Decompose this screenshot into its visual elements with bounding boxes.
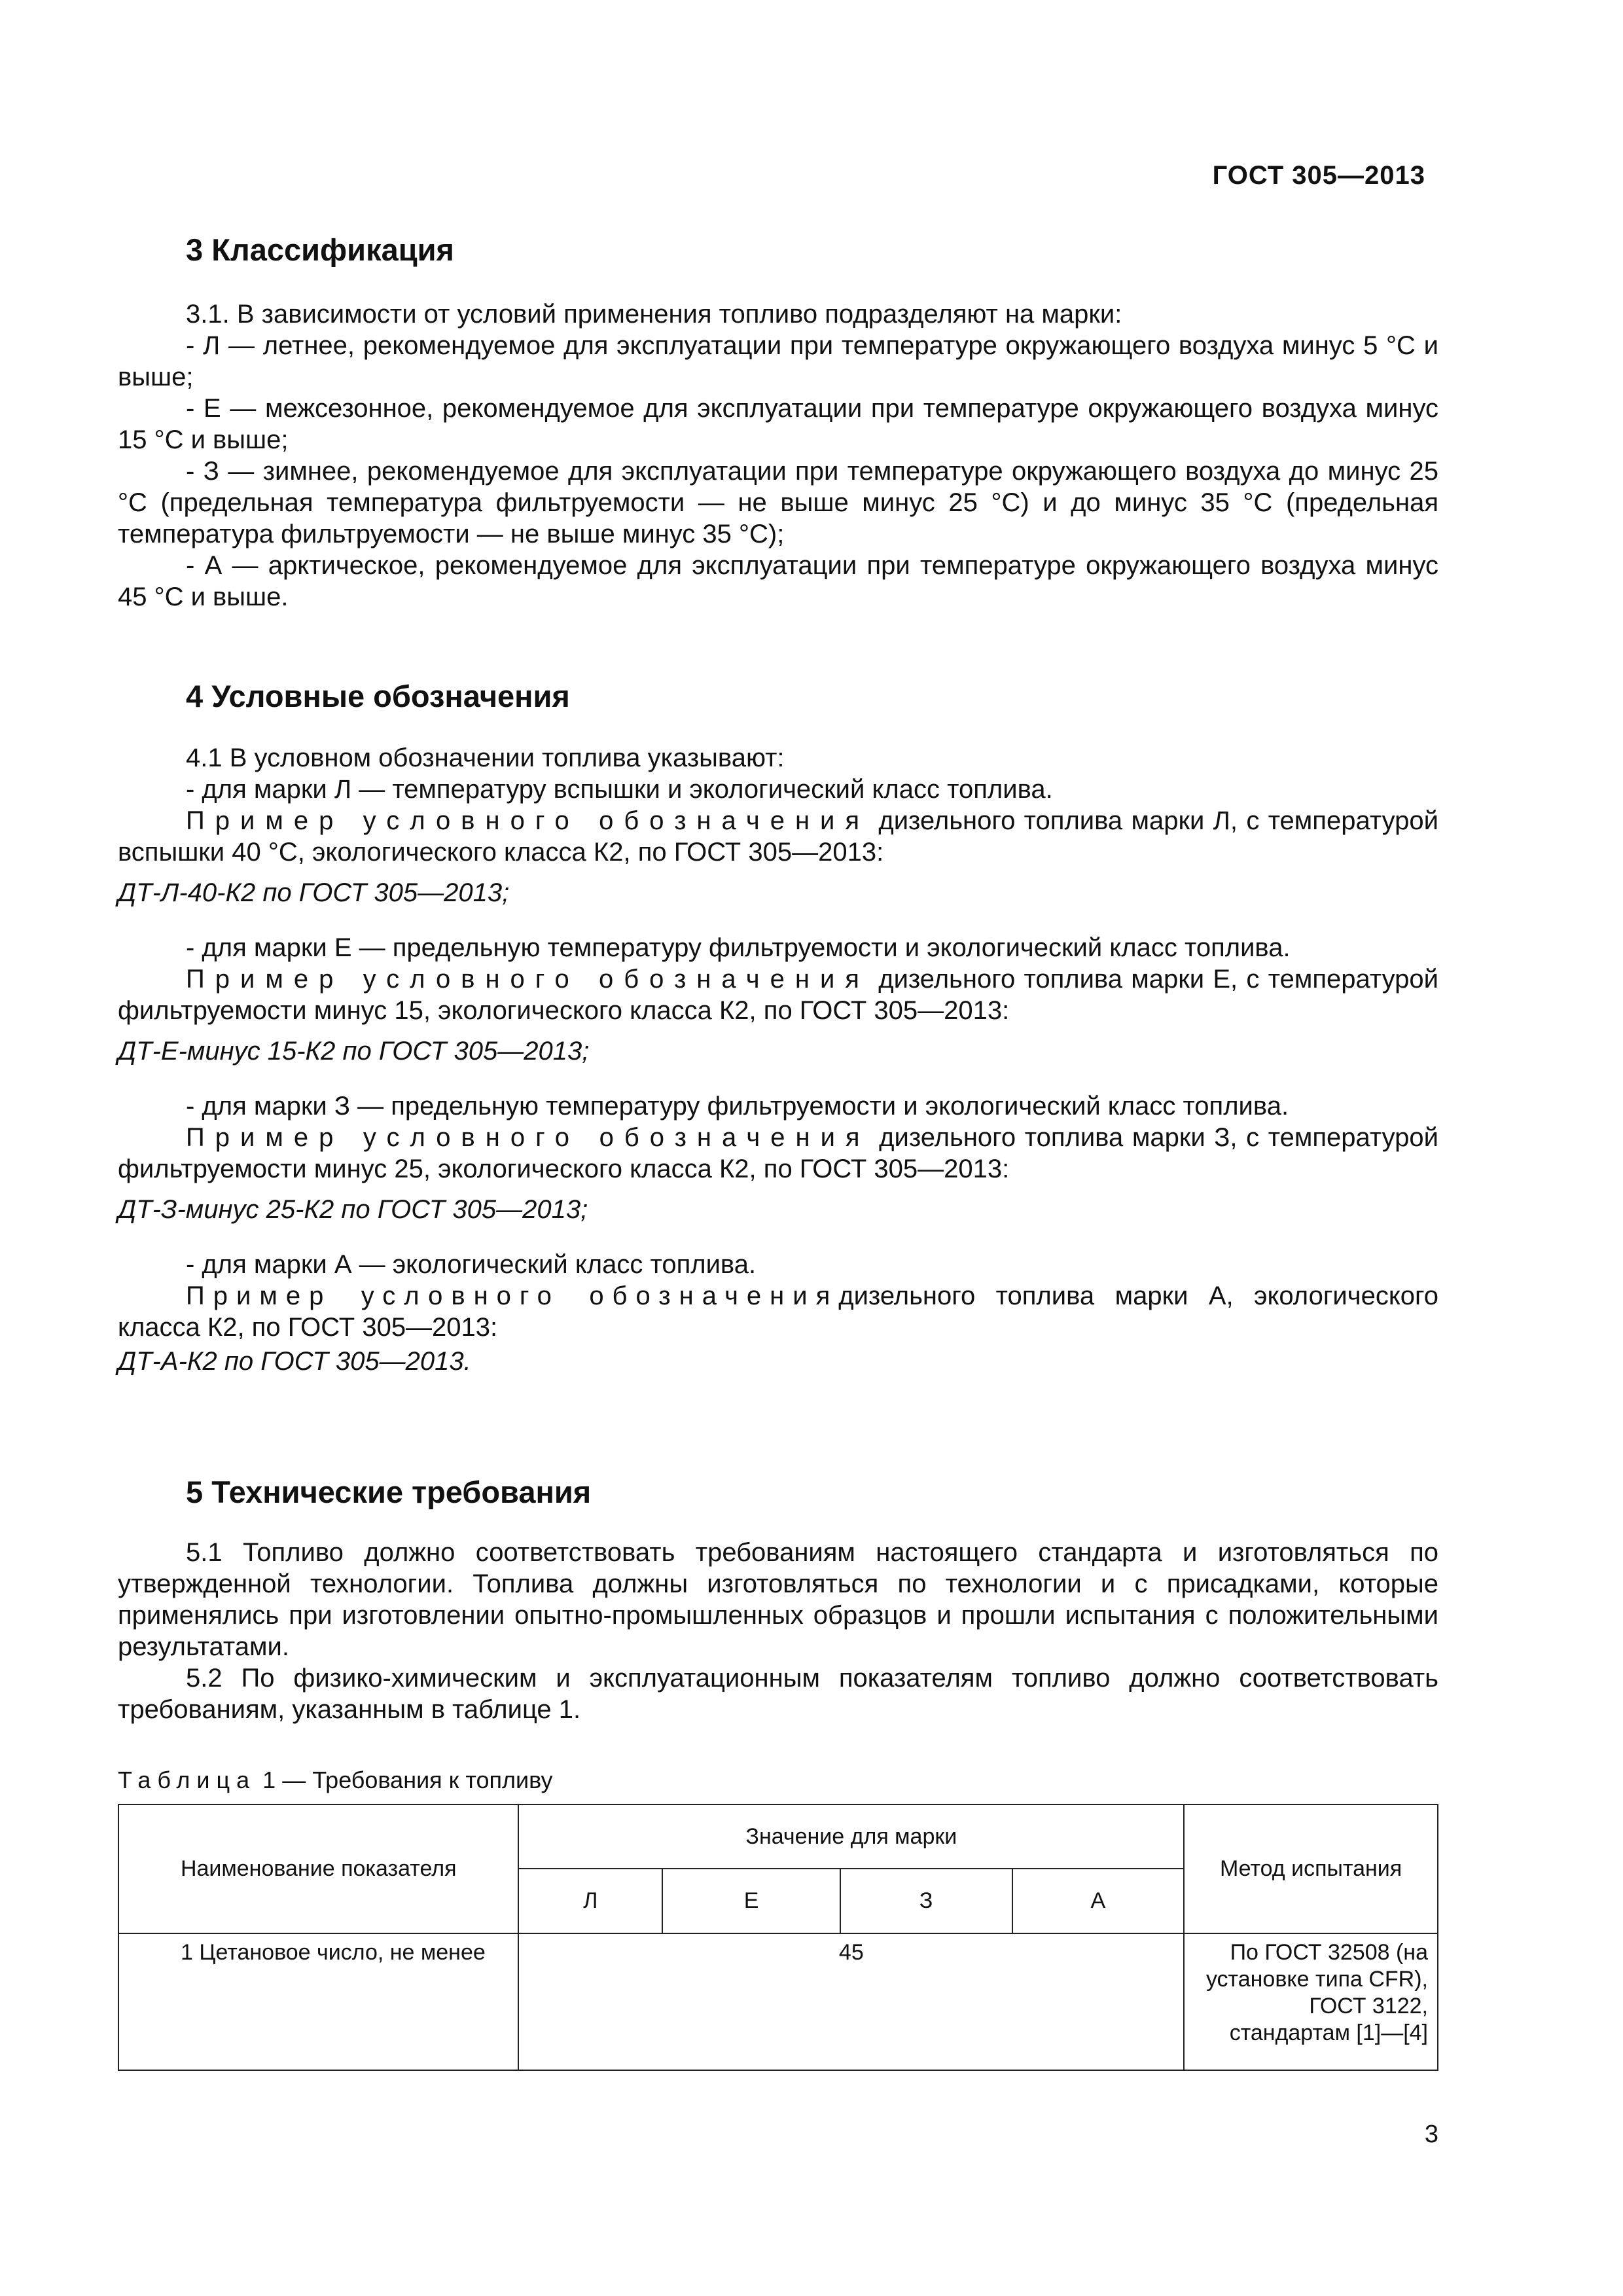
- cell-indicator: 1 Цетановое число, не менее: [118, 1933, 518, 2070]
- designation-l: ДТ-Л-40-К2 по ГОСТ 305—2013;: [118, 878, 510, 907]
- section-4: [118, 681, 1438, 1377]
- mark-l-example: [118, 805, 1438, 868]
- example-label: Пример условного обозначения: [186, 806, 870, 835]
- table-header-row: [118, 1804, 1438, 1869]
- section-5: [118, 1477, 1438, 1725]
- cell-method: По ГОСТ 32508 (на установке типа CFR), ГОСТ 3122, стандартам [1]—[4]: [1184, 1933, 1438, 2070]
- mark-l-item: - для марки Л — температуру вспышки и экологический класс топлива.: [186, 775, 1053, 804]
- header-method: Метод испытания: [1184, 1804, 1438, 1933]
- table-caption-text: 1 — Требования к топливу: [262, 1767, 553, 1793]
- mark-z-description: - З — зимнее, рекомендуемое для эксплуатации при температуре окружающего воздуха до минус 25 °С (предельная температура фильтруемости — не выше минус 25 °С) и до минус 35 °С (предельная температура фильтруемости — не выше минус 35 °С);: [118, 457, 1438, 548]
- table-caption: [118, 1767, 552, 1794]
- cell-value: 45: [518, 1933, 1184, 2070]
- header-mark-l: Л: [518, 1869, 662, 1933]
- section-3-heading: 3 Классификация: [186, 232, 454, 267]
- mark-a-example: [118, 1280, 1438, 1343]
- paragraph-5-2: 5.2 По физико-химическим и эксплуатационным показателям топливо должно соответствовать требованиям, указанным в таблице 1.: [118, 1664, 1438, 1724]
- table-row: [118, 1933, 1438, 2070]
- designation-a: ДТ-А-К2 по ГОСТ 305—2013.: [118, 1347, 471, 1376]
- paragraph-5-1: 5.1 Топливо должно соответствовать требованиям настоящего стандарта и изготовляться по утвержденной технологии. Топлива должны изготовляться по технологии и с присадками, которые применялись при изготовлении опытно-промышленных образцов и прошли испытания с положительными результатами.: [118, 1538, 1438, 1661]
- example-label: Пример условного обозначения: [186, 1282, 839, 1310]
- mark-a-item: - для марки А — экологический класс топлива.: [186, 1250, 757, 1279]
- example-label: Пример условного обозначения: [186, 1123, 870, 1152]
- mark-e-example: [118, 963, 1438, 1026]
- header-mark-z: З: [840, 1869, 1012, 1933]
- header-value-for-mark: Значение для марки: [518, 1804, 1184, 1869]
- header-mark-e: Е: [662, 1869, 840, 1933]
- section-4-heading: 4 Условные обозначения: [186, 679, 570, 713]
- table-caption-label: Таблица: [118, 1767, 257, 1793]
- example-text: дизельного топлива марки А, экологического класса К2, по ГОСТ 305—2013:: [118, 1282, 1438, 1342]
- header-indicator: Наименование показателя: [118, 1804, 518, 1933]
- mark-z-example: [118, 1122, 1438, 1185]
- example-text: дизельного топлива марки Е, с температурой фильтруемости минус 15, экологического класса К2, по ГОСТ 305—2013:: [118, 965, 1438, 1025]
- page-number: 3: [1424, 2121, 1438, 2148]
- example-label: Пример условного обозначения: [186, 965, 870, 994]
- section-3: [118, 234, 1438, 613]
- paragraph-3-1: 3.1. В зависимости от условий применения топливо подразделяют на марки:: [186, 300, 1122, 329]
- standard-header: ГОСТ 305—2013: [1212, 161, 1425, 190]
- section-5-heading: 5 Технические требования: [186, 1475, 592, 1509]
- designation-e: ДТ-Е-минус 15-К2 по ГОСТ 305—2013;: [118, 1037, 590, 1066]
- requirements-table: [118, 1804, 1438, 2071]
- mark-e-description: - Е — межсезонное, рекомендуемое для эксплуатации при температуре окружающего воздуха минус 15 °С и выше;: [118, 394, 1438, 454]
- mark-a-description: - А — арктическое, рекомендуемое для эксплуатации при температуре окружающего воздуха минус 45 °С и выше.: [118, 551, 1438, 611]
- example-text: дизельного топлива марки Л, с температурой вспышки 40 °С, экологического класса К2, по ГОСТ 305—2013:: [118, 806, 1438, 867]
- mark-z-item: - для марки З — предельную температуру фильтруемости и экологический класс топлива.: [186, 1092, 1289, 1121]
- mark-e-item: - для марки Е — предельную температуру фильтруемости и экологический класс топлива.: [186, 933, 1291, 962]
- header-mark-a: А: [1012, 1869, 1185, 1933]
- paragraph-4-1: 4.1 В условном обозначении топлива указывают:: [186, 744, 785, 772]
- designation-z: ДТ-З-минус 25-К2 по ГОСТ 305—2013;: [118, 1195, 588, 1224]
- example-text: дизельного топлива марки З, с температурой фильтруемости минус 25, экологического класса К2, по ГОСТ 305—2013:: [118, 1123, 1438, 1183]
- mark-l-description: - Л — летнее, рекомендуемое для эксплуатации при температуре окружающего воздуха минус 5 °С и выше;: [118, 331, 1438, 391]
